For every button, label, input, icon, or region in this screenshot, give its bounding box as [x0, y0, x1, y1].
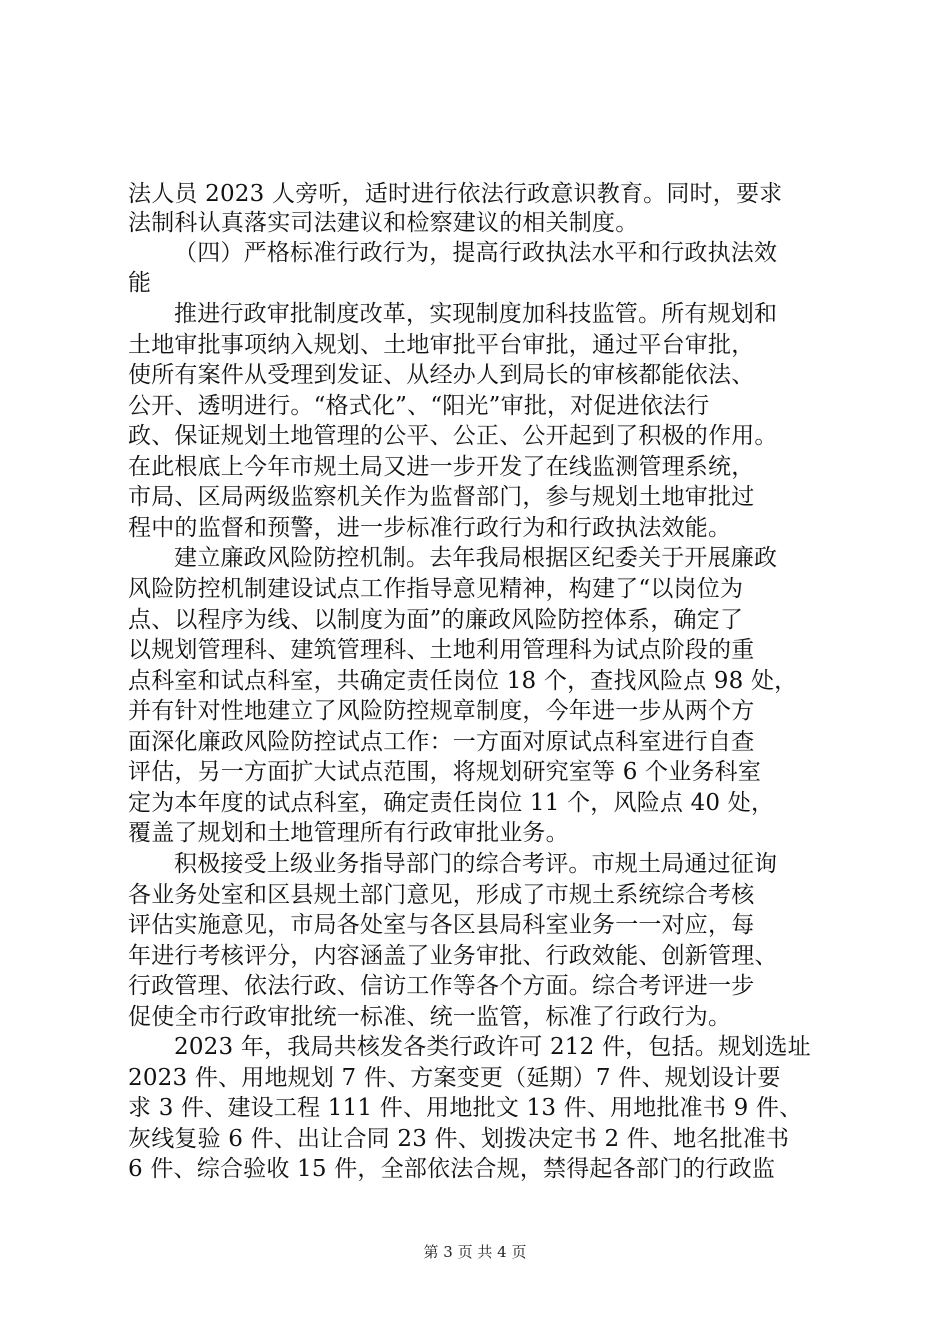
paragraph-start: 建立廉政风险防控机制。去年我局根据区纪委关于开展廉政 — [174, 545, 778, 571]
text-line: 覆盖了规划和土地管理所有行政审批业务。 — [128, 820, 569, 846]
text-line: 并有针对性地建立了风险防控规章制度，今年进一步从两个方 — [128, 698, 755, 724]
paragraph-start: 推进行政审批制度改革，实现制度加科技监管。所有规划和 — [174, 301, 778, 327]
text-line: 促使全市行政审批统一标准、统一监管，标准了行政行为。 — [128, 1004, 732, 1030]
text-line: 求 3 件、建设工程 111 件、用地批文 13 件、用地批准书 9 件、 — [128, 1095, 803, 1121]
section-heading-continued: 能 — [128, 270, 152, 296]
text-line: 行政管理、依法行政、信访工作等各个方面。综合考评进一步 — [128, 973, 755, 999]
text-line: 评估，另一方面扩大试点范围，将规划研究室等 6 个业务科室 — [128, 759, 762, 785]
text-line: 风险防控机制建设试点工作指导意见精神，构建了“以岗位为 — [128, 576, 744, 602]
text-line: 法人员 2023 人旁听，适时进行依法行政意识教育。同时，要求 — [128, 181, 783, 207]
paragraph-start: 2023 年，我局共核发各类行政许可 212 件，包括。规划选址 — [174, 1034, 811, 1060]
text-line: 使所有案件从受理到发证、从经办人到局长的审核都能依法、 — [128, 362, 755, 388]
text-line: 面深化廉政风险防控试点工作：一方面对原试点科室进行自查 — [128, 729, 755, 755]
text-line: 在此根底上今年市规土局又进一步开发了在线监测管理系统， — [128, 454, 755, 480]
text-line: 各业务处室和区县规土部门意见，形成了市规土系统综合考核 — [128, 882, 755, 908]
text-line: 6 件、综合验收 15 件，全部依法合规，禁得起各部门的行政监 — [128, 1156, 776, 1182]
text-line: 评估实施意见，市局各处室与各区县局科室业务一一对应，每 — [128, 912, 755, 938]
text-line: 法制科认真落实司法建议和检察建议的相关制度。 — [128, 210, 639, 236]
text-line: 市局、区局两级监察机关作为监督部门，参与规划土地审批过 — [128, 484, 755, 510]
text-line: 点科室和试点科室，共确定责任岗位 18 个，查找风险点 98 处， — [128, 668, 798, 694]
text-line: 2023 件、用地规划 7 件、方案变更（延期）7 件、规划设计要 — [128, 1065, 781, 1091]
text-line: 以规划管理科、建筑管理科、土地利用管理科为试点阶段的重 — [128, 637, 755, 663]
section-heading: （四）严格标准行政行为，提高行政执法水平和行政执法效 — [174, 240, 778, 266]
text-line: 年进行考核评分，内容涵盖了业务审批、行政效能、创新管理、 — [128, 943, 778, 969]
text-line: 土地审批事项纳入规划、土地审批平台审批，通过平台审批， — [128, 332, 755, 358]
text-line: 点、以程序为线、以制度为面”的廉政风险防控体系，确定了 — [128, 607, 744, 633]
paragraph-start: 积极接受上级业务指导部门的综合考评。市规土局通过征询 — [174, 851, 778, 877]
page-number-footer: 第 3 页 共 4 页 — [423, 1243, 527, 1261]
text-line: 定为本年度的试点科室，确定责任岗位 11 个，风险点 40 处， — [128, 790, 775, 816]
text-line: 公开、透明进行。“格式化”、“阳光”审批，对促进依法行 — [128, 393, 710, 419]
text-line: 灰线复验 6 件、出让合同 23 件、划拨决定书 2 件、地名批准书 — [128, 1126, 790, 1152]
text-line: 政、保证规划土地管理的公平、公正、公开起到了积极的作用。 — [128, 423, 778, 449]
text-line: 程中的监督和预警，进一步标准行政行为和行政执法效能。 — [128, 515, 732, 541]
